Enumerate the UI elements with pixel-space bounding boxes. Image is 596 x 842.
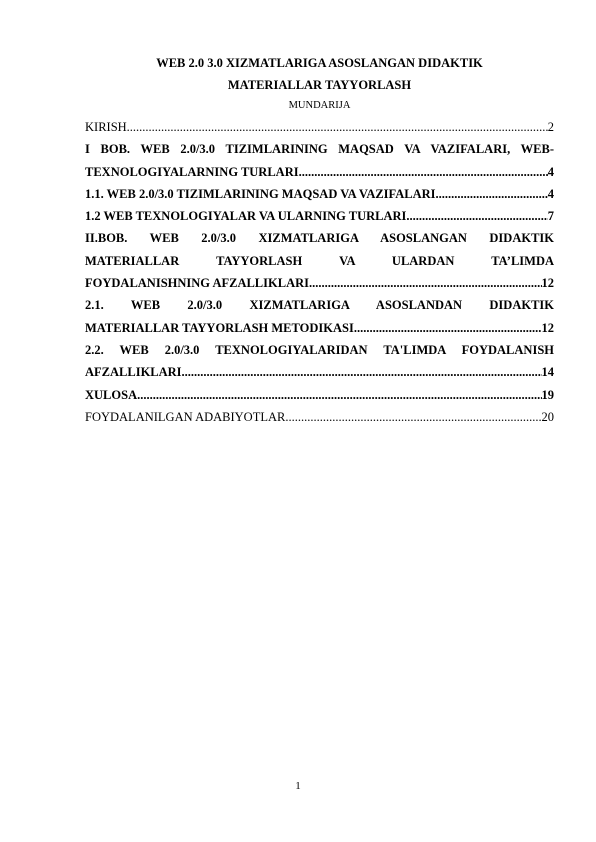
dot-leader <box>436 183 548 205</box>
contents-heading: MUNDARIJA <box>288 100 351 111</box>
dot-leader <box>285 406 541 428</box>
document-title-line-2: MATERIALLAR TAYYORLASH <box>227 78 412 92</box>
toc-entry-last-line <box>85 272 554 294</box>
toc-entry-section-1-2[interactable] <box>85 205 554 227</box>
toc-entry-title: 1.2 WEB TEXNOLOGIYALAR VA ULARNING TURLARI <box>85 209 407 224</box>
toc-entry-section-2-1[interactable] <box>85 294 554 339</box>
document-page <box>85 52 554 428</box>
dot-leader <box>354 317 542 339</box>
toc-entry-last-line <box>85 361 554 383</box>
dot-leader <box>182 361 542 383</box>
dot-leader <box>406 205 547 227</box>
toc-entry-title-line: AFZALLIKLARI <box>85 365 182 380</box>
toc-page-number: 20 <box>541 409 554 424</box>
toc-page-number: 4 <box>547 164 554 179</box>
toc-entry-section-2-2[interactable] <box>85 339 554 384</box>
toc-entry-title: 1.1. WEB 2.0/3.0 TIZIMLARINING MAQSAD VA VAZIFALARI <box>85 186 436 201</box>
toc-page-number: 7 <box>547 209 554 224</box>
toc-page-number: 19 <box>541 387 554 402</box>
page-number-footer: 1 <box>295 780 301 792</box>
toc-entry-title-line: 2.2. WEB 2.0/3.0 TEXNOLOGIYALARIDAN TA'LIMDA FOYDALANISH <box>85 342 554 357</box>
toc-entry-xulosa[interactable] <box>85 384 554 406</box>
dot-leader <box>309 272 542 294</box>
table-of-contents <box>85 116 554 428</box>
toc-page-number: 12 <box>541 320 554 335</box>
dot-leader <box>299 161 548 183</box>
toc-entry-chapter-2[interactable] <box>85 227 554 294</box>
toc-entry-kirish[interactable] <box>85 116 554 138</box>
dot-leader <box>137 384 541 406</box>
toc-entry-references[interactable] <box>85 406 554 428</box>
toc-entry-title-line: MATERIALLAR TAYYORLASH VA ULARDAN TA’LIMDA <box>85 253 554 268</box>
toc-entry-title-line: II.BOB. WEB 2.0/3.0 XIZMATLARIGA ASOSLANGAN DIDAKTIK <box>85 231 554 246</box>
toc-entry-last-line <box>85 317 554 339</box>
toc-page-number: 12 <box>541 276 554 291</box>
toc-entry-title-line: MATERIALLAR TAYYORLASH METODIKASI <box>85 320 354 335</box>
toc-entry-title: KIRISH <box>85 120 127 134</box>
toc-entry-title-line: 2.1. WEB 2.0/3.0 XIZMATLARIGA ASOSLANDAN DIDAKTIK <box>85 298 554 313</box>
toc-entry-title: XULOSA <box>85 387 138 402</box>
toc-page-number: 4 <box>547 186 554 201</box>
dot-leader <box>127 116 548 138</box>
toc-entry-title-line: FOYDALANISHNING AFZALLIKLARI <box>85 276 309 291</box>
toc-page-number: 2 <box>547 120 554 134</box>
toc-entry-title-line: I BOB. WEB 2.0/3.0 TIZIMLARINING MAQSAD VA VAZIFALARI, WEB- <box>85 142 554 157</box>
document-title-line-1: WEB 2.0 3.0 XIZMATLARIGA ASOSLANGAN DIDAKTIK <box>156 56 483 70</box>
toc-entry-section-1-1[interactable] <box>85 183 554 205</box>
toc-entry-title-line: TEXNOLOGIYALARNING TURLARI <box>85 164 299 179</box>
toc-page-number: 14 <box>541 365 554 380</box>
toc-entry-chapter-1[interactable] <box>85 138 554 183</box>
toc-entry-last-line <box>85 161 554 183</box>
toc-entry-title: FOYDALANILGAN ADABIYOTLAR <box>85 409 286 424</box>
